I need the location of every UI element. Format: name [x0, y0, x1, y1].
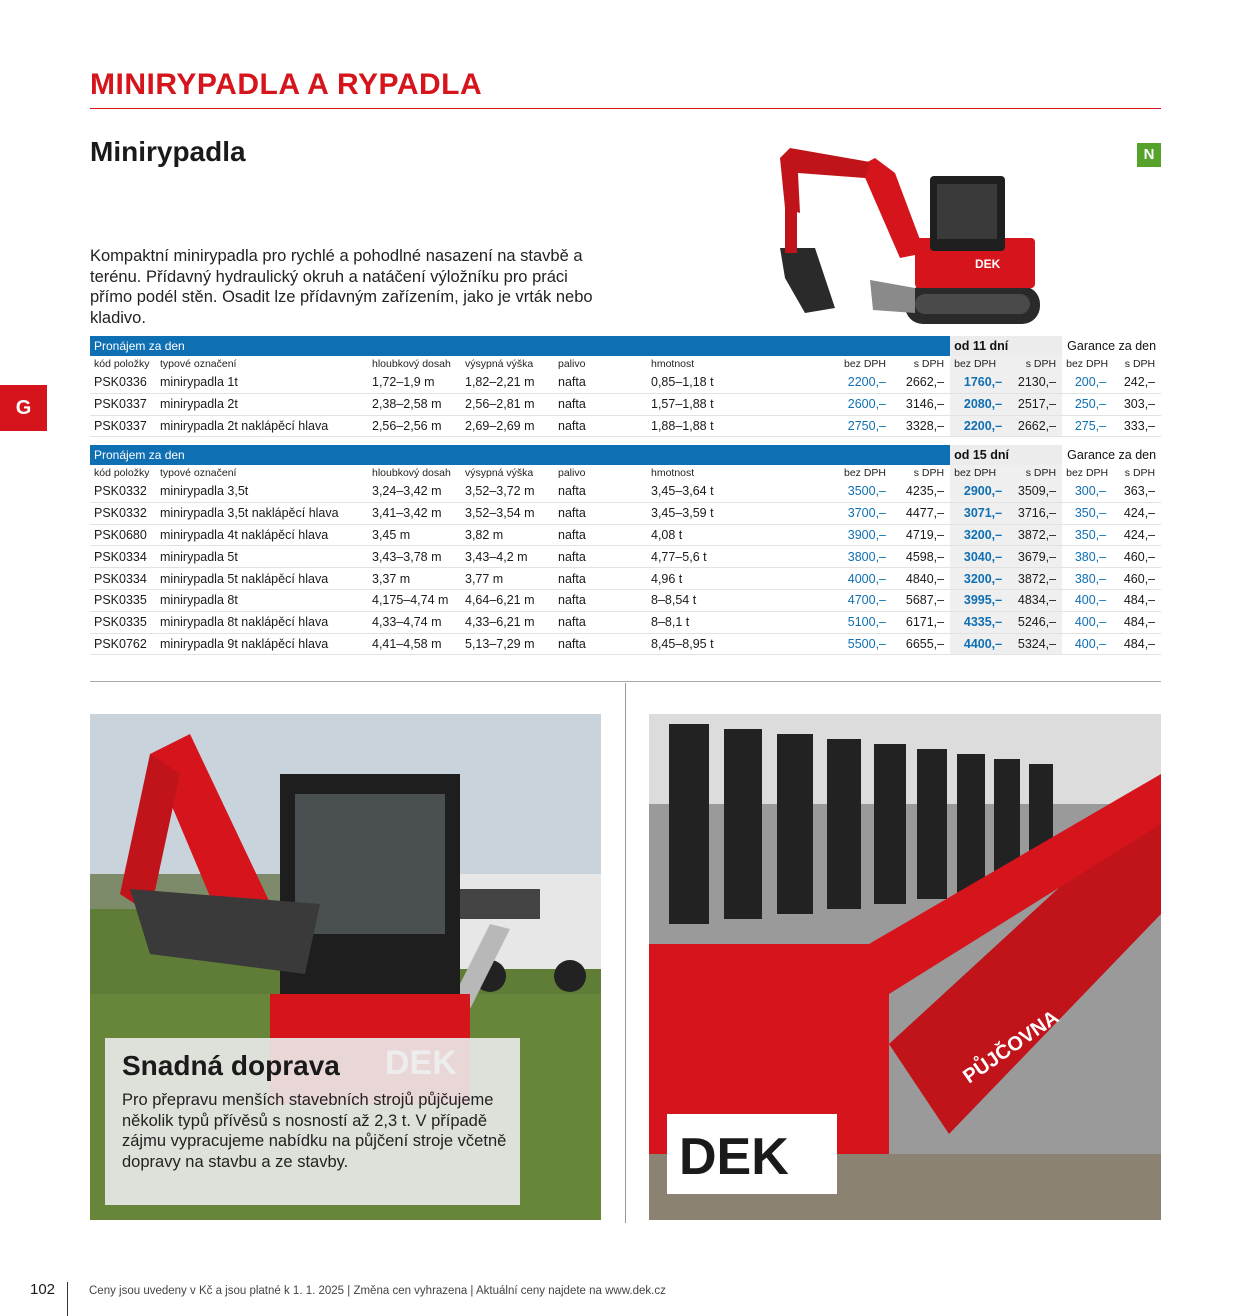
table-row — [90, 372, 1161, 393]
table-cell: 3,52–3,72 m — [461, 481, 554, 502]
table-cell: 3509,– — [1008, 481, 1062, 502]
col-header: kód položky — [94, 358, 150, 370]
table-cell: 2,56–2,56 m — [368, 415, 461, 437]
table-row — [90, 393, 1161, 415]
table-cell: 3,43–3,78 m — [368, 546, 461, 568]
table-cell: 3200,– — [950, 568, 1008, 590]
footer-text: Ceny jsou uvedeny v Kč a jsou platné k 1. 1. 2025 | Změna cen vyhrazena | Aktuální ceny najdete na www.dek.cz — [89, 1285, 666, 1297]
table-cell: 6171,– — [892, 611, 950, 633]
table-cell: nafta — [554, 568, 647, 590]
table-cell: 303,– — [1112, 393, 1161, 415]
table-cell: 380,– — [1062, 568, 1112, 590]
col-header: s DPH — [1124, 358, 1156, 370]
table-cell: 5687,– — [892, 589, 950, 611]
table-cell: 4598,– — [892, 546, 950, 568]
col-header: hloubkový dosah — [372, 358, 451, 370]
table-cell: 1,57–1,88 t — [647, 393, 837, 415]
callout-text: Pro přepravu menších stavebních strojů půjčujeme několik typů přívěsů s nosností až 2,3 t. V případě zájmu vypracujeme nabídku na půjčení stroje včetně dopravy na stavbu a ze stavby. — [122, 1091, 507, 1171]
table-cell: 4834,– — [1008, 589, 1062, 611]
table-row — [90, 611, 1161, 633]
table-cell: 424,– — [1112, 502, 1161, 524]
col-header: bez DPH — [843, 467, 886, 479]
table-cell: 3200,– — [950, 524, 1008, 546]
dozer-blade — [870, 280, 915, 313]
table-row — [90, 481, 1161, 502]
table-cell: 5324,– — [1008, 633, 1062, 655]
table-cell: 460,– — [1112, 546, 1161, 568]
excavator-hero-image — [765, 138, 1050, 333]
table-cell: 3995,– — [950, 589, 1008, 611]
table-cell: 400,– — [1062, 611, 1112, 633]
table-cell: 4,33–6,21 m — [461, 611, 554, 633]
period-label: od 11 dní — [950, 336, 1062, 356]
rental-side-text: PŮJČOVNA — [959, 1006, 1063, 1089]
col-header: s DPH — [913, 358, 945, 370]
table-cell: nafta — [554, 546, 647, 568]
table-row — [90, 589, 1161, 611]
table-cell: 484,– — [1112, 589, 1161, 611]
table-body — [90, 372, 1161, 437]
bucket — [780, 248, 835, 313]
table-cell: minirypadla 9t naklápěcí hlava — [156, 633, 368, 655]
section-divider — [90, 681, 1161, 682]
table-cell: 8–8,54 t — [647, 589, 837, 611]
table-cell: 3,82 m — [461, 524, 554, 546]
table-cell: 460,– — [1112, 568, 1161, 590]
table-cell: 200,– — [1062, 372, 1112, 393]
table-cell: 4840,– — [892, 568, 950, 590]
table-row — [90, 568, 1161, 590]
col-header: s DPH — [1008, 465, 1062, 481]
table-cell: 3679,– — [1008, 546, 1062, 568]
rental-band-label: Pronájem za den — [90, 445, 950, 465]
col-header: typové označení — [160, 467, 237, 479]
table-cell: minirypadla 3,5t — [156, 481, 368, 502]
table-cell: minirypadla 5t — [156, 546, 368, 568]
table-row — [90, 502, 1161, 524]
table-cell: 4,41–4,58 m — [368, 633, 461, 655]
table-cell: 3800,– — [837, 546, 892, 568]
table-cell: 242,– — [1112, 372, 1161, 393]
new-badge: N — [1137, 143, 1161, 167]
table-cell: 2130,– — [1008, 372, 1062, 393]
table-cell: minirypadla 4t naklápěcí hlava — [156, 524, 368, 546]
table-cell: 3,45–3,59 t — [647, 502, 837, 524]
table-cell: 3,52–3,54 m — [461, 502, 554, 524]
table-cell: 250,– — [1062, 393, 1112, 415]
table-cell: PSK0337 — [90, 415, 156, 437]
price-table-large — [90, 445, 1161, 655]
table-body — [90, 481, 1161, 655]
table-cell: nafta — [554, 502, 647, 524]
table-cell: 380,– — [1062, 546, 1112, 568]
page-number: 102 — [30, 1281, 56, 1298]
table-cell: minirypadla 8t — [156, 589, 368, 611]
table-cell: minirypadla 2t — [156, 393, 368, 415]
table-row — [90, 546, 1161, 568]
table-cell: PSK0680 — [90, 524, 156, 546]
table-cell: PSK0762 — [90, 633, 156, 655]
table-cell: nafta — [554, 611, 647, 633]
table-cell: 1,82–2,21 m — [461, 372, 554, 393]
period-label: od 15 dní — [950, 445, 1062, 465]
table-cell: 3040,– — [950, 546, 1008, 568]
col-header: hmotnost — [651, 467, 695, 479]
brand-text: DEK — [679, 1128, 789, 1186]
arm — [780, 148, 870, 213]
table-cell: 275,– — [1062, 415, 1112, 437]
table-cell: 2600,– — [837, 393, 892, 415]
col-header: výsypná výška — [465, 358, 534, 370]
table-cell: 1,72–1,9 m — [368, 372, 461, 393]
col-header: typové označení — [160, 358, 237, 370]
table-cell: minirypadla 1t — [156, 372, 368, 393]
table-cell: 4,77–5,6 t — [647, 546, 837, 568]
col-header: s DPH — [913, 467, 945, 479]
table-cell: PSK0335 — [90, 589, 156, 611]
table-cell: 5,13–7,29 m — [461, 633, 554, 655]
table-cell: PSK0336 — [90, 372, 156, 393]
table-cell: 5100,– — [837, 611, 892, 633]
table-cell: 2,69–2,69 m — [461, 415, 554, 437]
table-cell: PSK0337 — [90, 393, 156, 415]
table-cell: nafta — [554, 589, 647, 611]
table-cell: 2,38–2,58 m — [368, 393, 461, 415]
col-header: výsypná výška — [465, 467, 534, 479]
page-heading: Minirypadla — [90, 136, 246, 167]
table-cell: PSK0332 — [90, 481, 156, 502]
fleet-photo — [649, 714, 1161, 1220]
table-cell: nafta — [554, 481, 647, 502]
table-cell: 3,24–3,42 m — [368, 481, 461, 502]
table-cell: minirypadla 5t naklápěcí hlava — [156, 568, 368, 590]
table-cell: 2662,– — [1008, 415, 1062, 437]
rental-band-label: Pronájem za den — [90, 336, 950, 356]
table-cell: 300,– — [1062, 481, 1112, 502]
table-cell: 1760,– — [950, 372, 1008, 393]
table-cell: 4,175–4,74 m — [368, 589, 461, 611]
table-cell: 0,85–1,18 t — [647, 372, 837, 393]
column-divider — [625, 683, 626, 1223]
table-cell: 4477,– — [892, 502, 950, 524]
table-cell: 3,43–4,2 m — [461, 546, 554, 568]
table-cell: PSK0334 — [90, 546, 156, 568]
table-cell: minirypadla 2t naklápěcí hlava — [156, 415, 368, 437]
table-cell: minirypadla 3,5t naklápěcí hlava — [156, 502, 368, 524]
table-cell: 4700,– — [837, 589, 892, 611]
table-cell: 484,– — [1112, 611, 1161, 633]
table-cell: 2080,– — [950, 393, 1008, 415]
table-cell: 4000,– — [837, 568, 892, 590]
table-cell: 2,56–2,81 m — [461, 393, 554, 415]
footer-divider — [67, 1282, 68, 1316]
table-cell: 424,– — [1112, 524, 1161, 546]
col-header: bez DPH — [1066, 358, 1109, 370]
callout-title: Snadná doprava — [122, 1050, 340, 1081]
col-header: bez DPH — [1066, 467, 1109, 479]
brand-text: DEK — [975, 257, 1001, 271]
table-cell: 4235,– — [892, 481, 950, 502]
table-cell: 1,88–1,88 t — [647, 415, 837, 437]
table-cell: 4,96 t — [647, 568, 837, 590]
table-cell: 8,45–8,95 t — [647, 633, 837, 655]
table-cell: minirypadla 8t naklápěcí hlava — [156, 611, 368, 633]
table-cell: 3872,– — [1008, 524, 1062, 546]
table-cell: 484,– — [1112, 633, 1161, 655]
table-cell: 3872,– — [1008, 568, 1062, 590]
section-title: MINIRYPADLA A RYPADLA — [90, 68, 483, 101]
table-cell: 2200,– — [950, 415, 1008, 437]
col-header: bez DPH — [843, 358, 886, 370]
table-cell: 400,– — [1062, 589, 1112, 611]
table-cell: 363,– — [1112, 481, 1161, 502]
guarantee-label: Garance za den — [1067, 339, 1157, 353]
table-cell: 3716,– — [1008, 502, 1062, 524]
col-header: s DPH — [1124, 467, 1156, 479]
price-table-small — [90, 336, 1161, 437]
boom — [860, 158, 925, 258]
table-cell: 2900,– — [950, 481, 1008, 502]
table-cell: 4719,– — [892, 524, 950, 546]
col-header: hloubkový dosah — [372, 467, 451, 479]
table-cell: nafta — [554, 393, 647, 415]
col-header: hmotnost — [651, 358, 695, 370]
table-cell: nafta — [554, 633, 647, 655]
col-header: kód položky — [94, 467, 150, 479]
table-cell: 8–8,1 t — [647, 611, 837, 633]
title-rule — [90, 108, 1161, 109]
table-cell: 350,– — [1062, 502, 1112, 524]
table-cell: 6655,– — [892, 633, 950, 655]
table-cell: 400,– — [1062, 633, 1112, 655]
table-cell: 5246,– — [1008, 611, 1062, 633]
table-row — [90, 415, 1161, 437]
table-cell: 3,41–3,42 m — [368, 502, 461, 524]
table-cell: 4335,– — [950, 611, 1008, 633]
table-cell: 350,– — [1062, 524, 1112, 546]
table-cell: 3146,– — [892, 393, 950, 415]
table-cell: 3,45 m — [368, 524, 461, 546]
col-header: bez DPH — [950, 356, 1008, 372]
table-cell: 3071,– — [950, 502, 1008, 524]
section-side-tab: G — [0, 385, 47, 431]
table-cell: 333,– — [1112, 415, 1161, 437]
table-row — [90, 633, 1161, 655]
col-header: palivo — [558, 358, 586, 370]
table-cell: 4400,– — [950, 633, 1008, 655]
table-cell: 3,77 m — [461, 568, 554, 590]
table-cell: nafta — [554, 372, 647, 393]
table-row — [90, 524, 1161, 546]
table-cell: 4,33–4,74 m — [368, 611, 461, 633]
table-cell: 3328,– — [892, 415, 950, 437]
table-cell: PSK0332 — [90, 502, 156, 524]
col-header: s DPH — [1008, 356, 1062, 372]
table-cell: nafta — [554, 524, 647, 546]
intro-text: Kompaktní minirypadla pro rychlé a pohodlné nasazení na stavbě a terénu. Přídavný hydraulický okruh a natáčení výložníku pro práci přímo podél stěn. Osadit lze přídavným zařízením, jako je vrták nebo kladivo. — [90, 247, 593, 327]
table-cell: 3900,– — [837, 524, 892, 546]
table-cell: 2750,– — [837, 415, 892, 437]
col-header: bez DPH — [950, 465, 1008, 481]
table-cell: 2662,– — [892, 372, 950, 393]
table-cell: 3700,– — [837, 502, 892, 524]
table-cell: nafta — [554, 415, 647, 437]
table-cell: 4,08 t — [647, 524, 837, 546]
table-cell: 3500,– — [837, 481, 892, 502]
table-cell: 2517,– — [1008, 393, 1062, 415]
table-cell: 4,64–6,21 m — [461, 589, 554, 611]
col-header: palivo — [558, 467, 586, 479]
table-cell: 2200,– — [837, 372, 892, 393]
table-cell: 3,45–3,64 t — [647, 481, 837, 502]
table-cell: 5500,– — [837, 633, 892, 655]
guarantee-label: Garance za den — [1067, 448, 1157, 462]
table-cell: 3,37 m — [368, 568, 461, 590]
table-cell: PSK0335 — [90, 611, 156, 633]
table-cell: PSK0334 — [90, 568, 156, 590]
